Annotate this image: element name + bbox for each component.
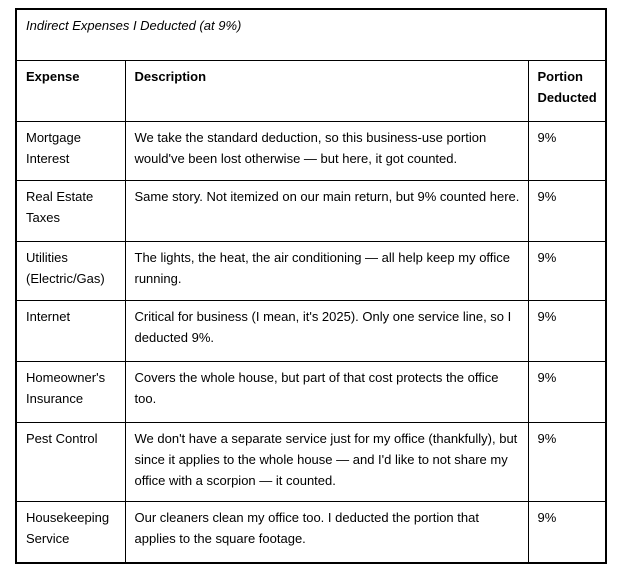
expense-cell: Homeowner's Insurance bbox=[16, 362, 125, 423]
portion-cell: 9% bbox=[528, 122, 606, 181]
column-header-portion-deducted: Portion Deducted bbox=[528, 61, 606, 122]
table-title: Indirect Expenses I Deducted (at 9%) bbox=[16, 9, 606, 61]
table-row-housekeeping-service bbox=[16, 502, 606, 564]
description-cell: Same story. Not itemized on our main return, but 9% counted here. bbox=[125, 181, 528, 242]
description-cell: The lights, the heat, the air conditioning — all help keep my office running. bbox=[125, 242, 528, 301]
indirect-expenses-table bbox=[15, 8, 607, 564]
expense-cell: Internet bbox=[16, 301, 125, 362]
table-row-pest-control bbox=[16, 423, 606, 502]
portion-cell: 9% bbox=[528, 181, 606, 242]
portion-cell: 9% bbox=[528, 242, 606, 301]
expense-cell: Housekeeping Service bbox=[16, 502, 125, 564]
description-cell: We take the standard deduction, so this business-use portion would've been lost otherwise — but here, it got counted. bbox=[125, 122, 528, 181]
table-title-row bbox=[16, 9, 606, 61]
description-cell: Covers the whole house, but part of that cost protects the office too. bbox=[125, 362, 528, 423]
table-row-internet bbox=[16, 301, 606, 362]
table-row-utilities bbox=[16, 242, 606, 301]
table-header-row bbox=[16, 61, 606, 122]
portion-cell: 9% bbox=[528, 362, 606, 423]
column-header-expense: Expense bbox=[16, 61, 125, 122]
portion-cell: 9% bbox=[528, 423, 606, 502]
portion-cell: 9% bbox=[528, 502, 606, 564]
expense-cell: Real Estate Taxes bbox=[16, 181, 125, 242]
expense-cell: Utilities (Electric/Gas) bbox=[16, 242, 125, 301]
portion-cell: 9% bbox=[528, 301, 606, 362]
description-cell: We don't have a separate service just for my office (thankfully), but since it applies to the whole house — and I'd like to not share my office with a scorpion — it counted. bbox=[125, 423, 528, 502]
column-header-description: Description bbox=[125, 61, 528, 122]
description-cell: Our cleaners clean my office too. I deducted the portion that applies to the square footage. bbox=[125, 502, 528, 564]
table-row-real-estate-taxes bbox=[16, 181, 606, 242]
table-row-homeowners-insurance bbox=[16, 362, 606, 423]
expense-cell: Pest Control bbox=[16, 423, 125, 502]
expense-cell: Mortgage Interest bbox=[16, 122, 125, 181]
table-row-mortgage-interest bbox=[16, 122, 606, 181]
description-cell: Critical for business (I mean, it's 2025). Only one service line, so I deducted 9%. bbox=[125, 301, 528, 362]
